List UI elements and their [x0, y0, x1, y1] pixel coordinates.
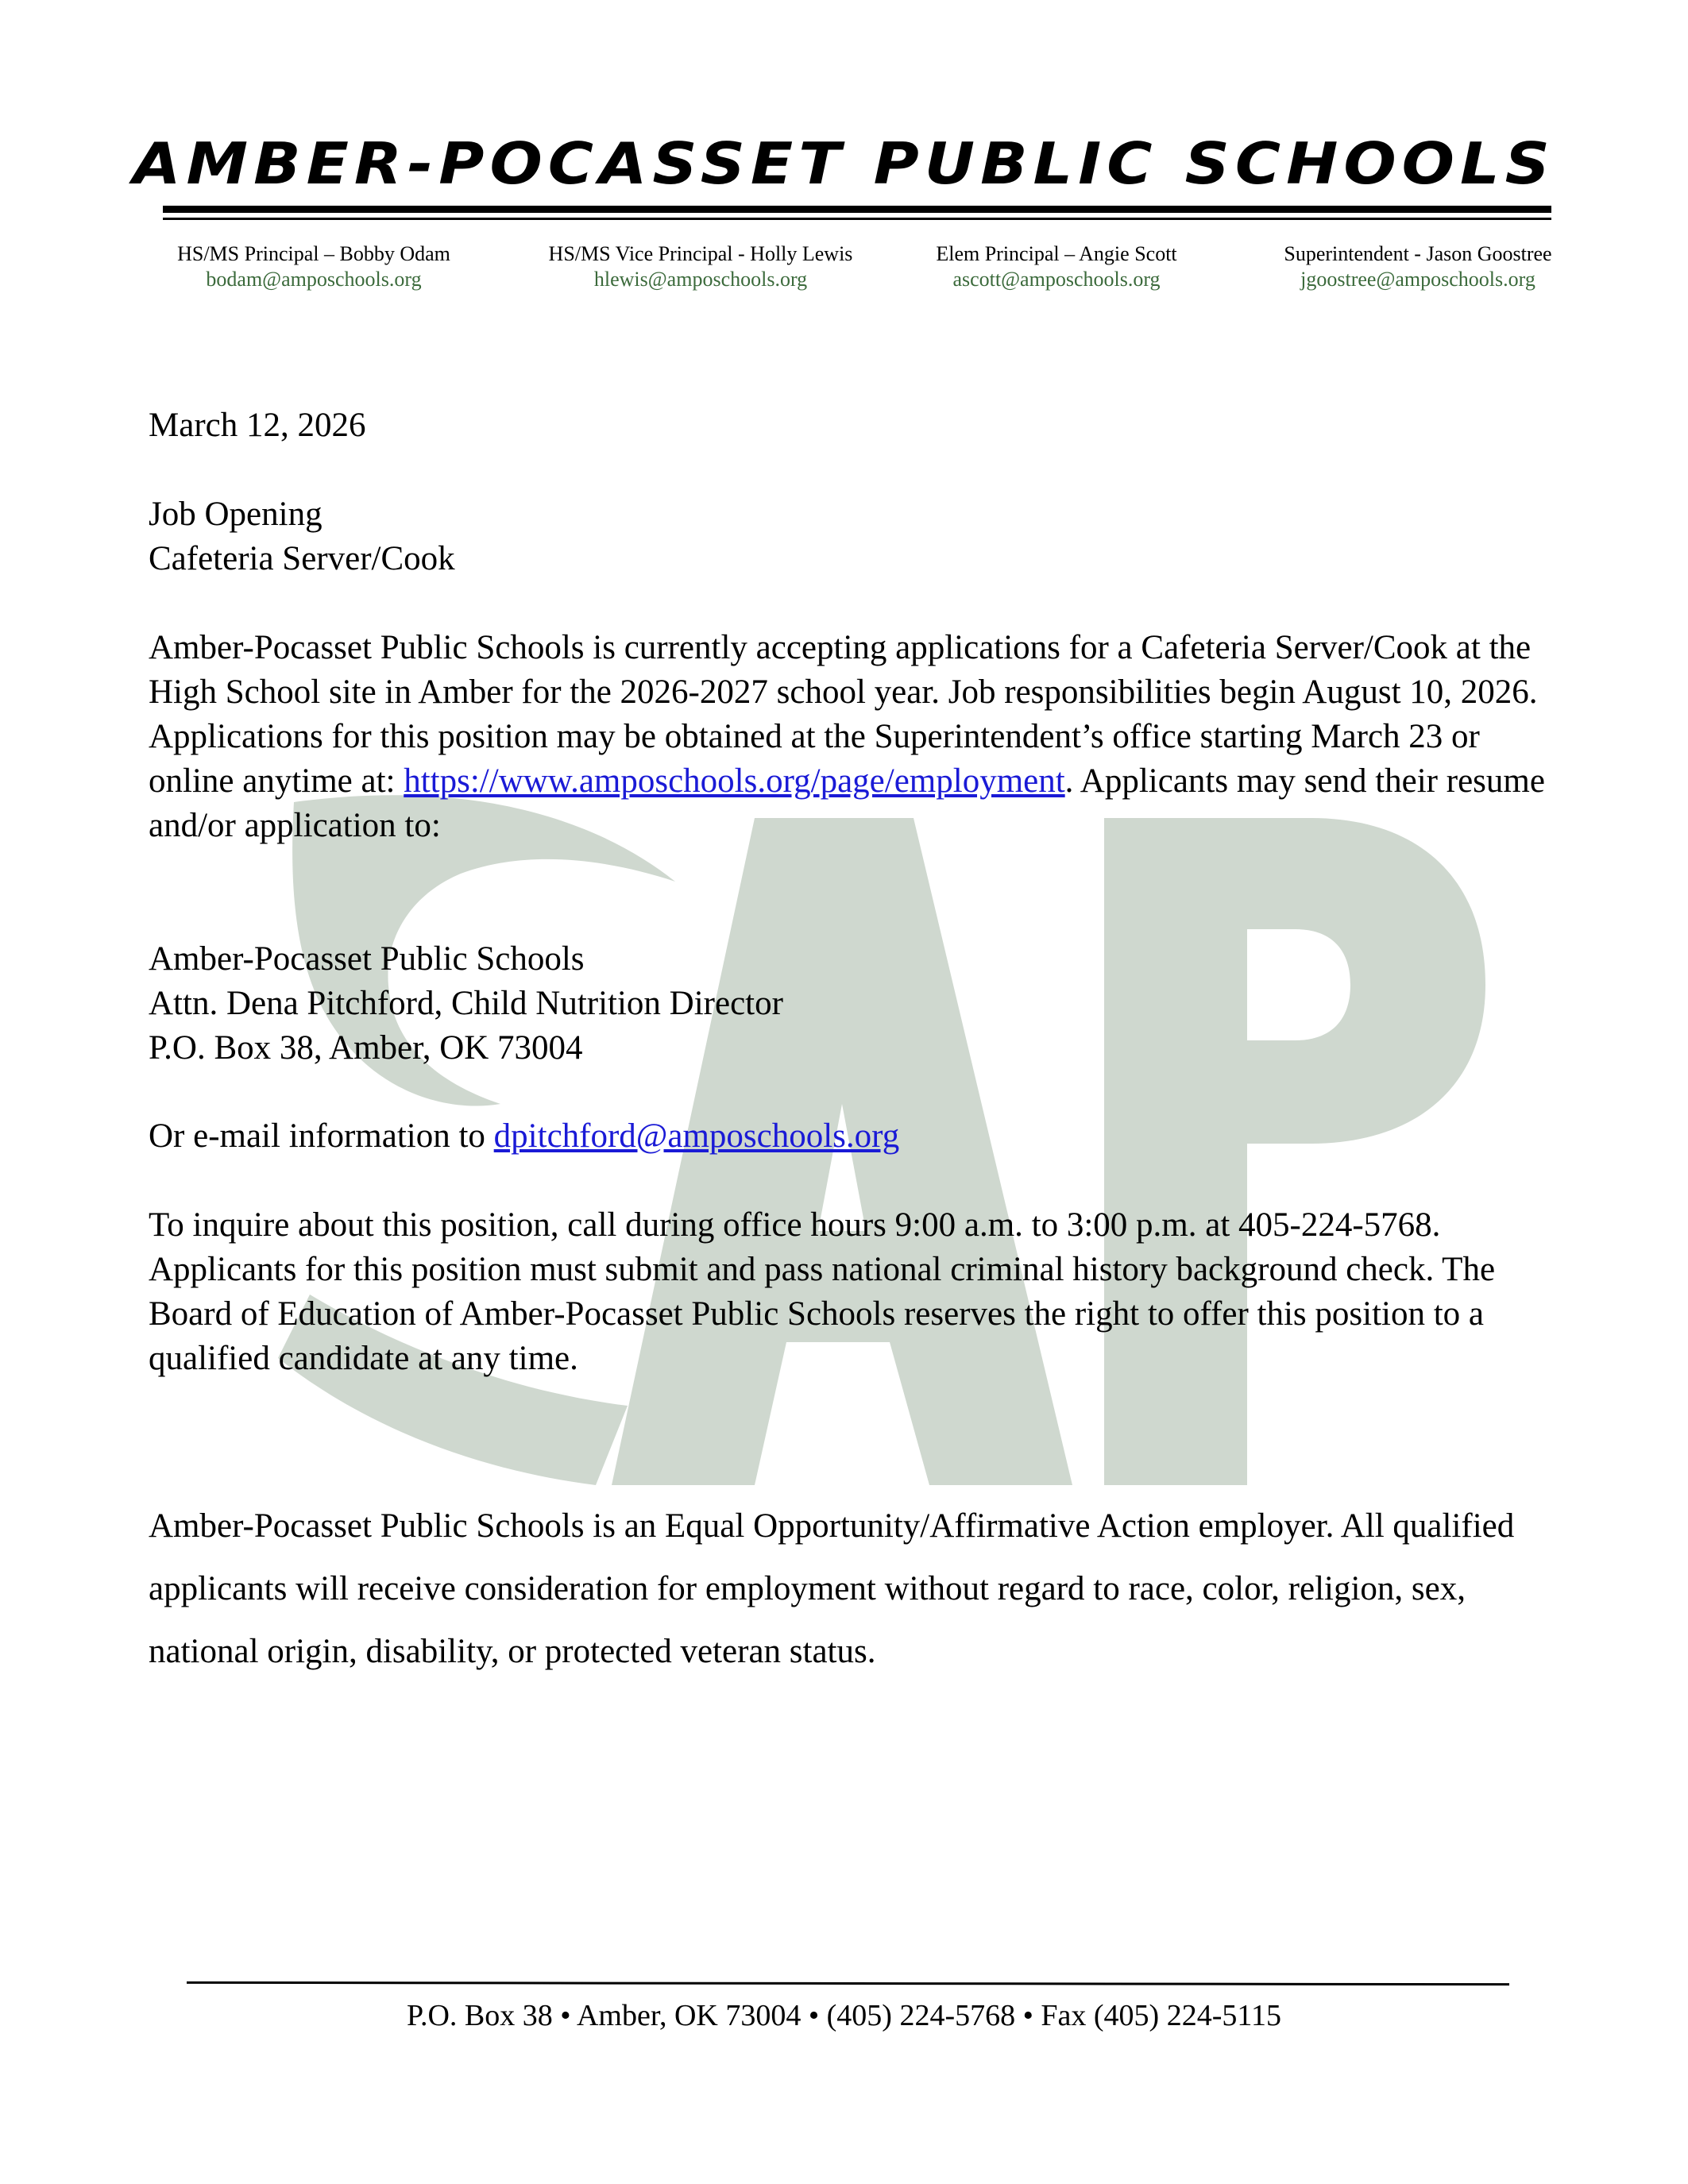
staff-email[interactable]: hlewis@amposchools.org: [593, 268, 808, 291]
letter-subject: [149, 492, 1547, 581]
director-email-link[interactable]: dpitchford@amposchools.org: [493, 1117, 900, 1155]
school-title: AMBER-POCASSET PUBLIC SCHOOLS: [133, 131, 1555, 198]
body-text: . Applicants may send their resume and/or application to:: [149, 762, 1545, 844]
inquiry-paragraph: To inquire about this position, call during office hours 9:00 a.m. to 3:00 p.m. at 405-224-5768. Applicants for this position must submit and pass national criminal history background check. The Board of Education of Amber-Pocasset Public Schools reserves the right to offer this position to a qualified candidate at any time.: [149, 1206, 1496, 1377]
staff-role: HS/MS Principal – Bobby Odam: [177, 242, 450, 265]
staff-email[interactable]: jgoostree@amposchools.org: [1300, 268, 1535, 291]
subject-line: Job Opening: [149, 496, 323, 533]
staff-role: HS/MS Vice Principal - Holly Lewis: [548, 242, 853, 265]
footer-rule: [187, 1981, 1509, 1985]
subject-line: Cafeteria Server/Cook: [149, 540, 455, 577]
letter-date: March 12, 2026: [149, 407, 366, 444]
header-rule-thick: [163, 206, 1551, 213]
staff-hs-principal: [155, 241, 473, 292]
letter-body: [149, 626, 1547, 848]
mailing-address: [149, 937, 1547, 1071]
staff-elem-principal: [898, 241, 1215, 292]
staff-email[interactable]: ascott@amposchools.org: [952, 268, 1161, 291]
address-line: Attn. Dena Pitchford, Child Nutrition Director: [149, 985, 783, 1022]
email-line: [149, 1114, 1547, 1159]
staff-email[interactable]: bodam@amposchools.org: [206, 268, 422, 291]
address-line: P.O. Box 38, Amber, OK 73004: [149, 1029, 583, 1067]
eeo-statement: Amber-Pocasset Public Schools is an Equal Opportunity/Affirmative Action employer. All qualified applicants will receive consideration for employment without regard to race, color, religion, sex, national origin, disability, or protected veteran status.: [149, 1507, 1515, 1670]
address-line: Amber-Pocasset Public Schools: [149, 940, 585, 978]
staff-role: Superintendent - Jason Goostree: [1284, 242, 1552, 265]
employment-link[interactable]: https://www.amposchools.org/page/employment: [404, 762, 1065, 800]
header-rule-thin: [163, 218, 1551, 220]
staff-superintendent: [1255, 241, 1581, 292]
email-prefix: Or e-mail information to: [149, 1117, 494, 1155]
staff-vice-principal: [534, 241, 867, 292]
footer-contact: P.O. Box 38 • Amber, OK 73004 • (405) 224-5768 • Fax (405) 224-5115: [407, 1999, 1281, 2032]
body-text: Amber-Pocasset Public Schools is currently accepting applications for a Cafeteria Server/Cook at the High School site in Amber for the 2026-2027 school year. Job responsibilities begin August 10, 2026. Applications for this position may be obtained at the Superintendent’s office starting March 23 or online anytime at:: [149, 629, 1538, 800]
staff-role: Elem Principal – Angie Scott: [936, 242, 1177, 265]
